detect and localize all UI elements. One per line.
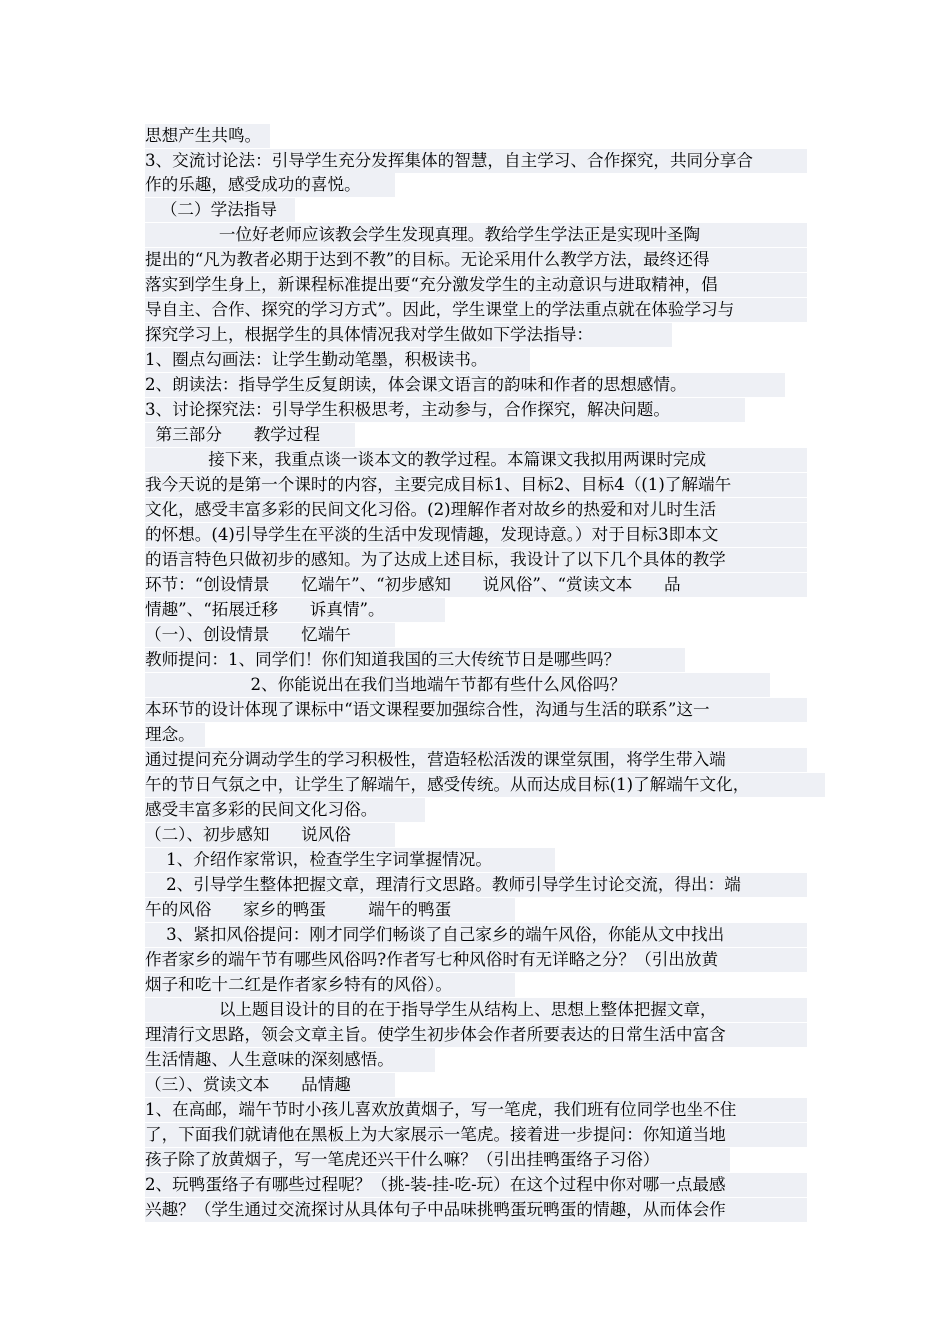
text-line-content: 1、圈点勾画法：让学生勤动笔墨，积极读书。 [145, 348, 530, 372]
text-line [145, 1098, 807, 1122]
text-line [145, 873, 807, 897]
text-line-content: 我今天说的是第一个课时的内容，主要完成目标1、目标2、目标4（(1)了解端午 [145, 473, 807, 497]
text-line-content: 孩子除了放黄烟子，写一笔虎还兴干什么嘛？（引出挂鸭蛋络子习俗） [145, 1148, 730, 1172]
text-line-content: 教师提问：1、同学们！你们知道我国的三大传统节日是哪些吗？ [145, 648, 685, 672]
text-line-content: 的怀想。(4)引导学生在平淡的生活中发现情趣，发现诗意。）对于目标3即本文 [145, 523, 807, 547]
text-line-content: 第三部分 教学过程 [145, 423, 355, 447]
text-line-content: （二）、初步感知 说风俗 [145, 823, 395, 847]
text-line [145, 1148, 730, 1172]
text-line [145, 773, 825, 797]
text-line [145, 348, 530, 372]
text-line [145, 923, 807, 947]
text-line-content: 1、在高邮，端午节时小孩儿喜欢放黄烟子，写一笔虎，我们班有位同学也坐不住 [145, 1098, 807, 1122]
text-line-content: 2、你能说出在我们当地端午节都有些什么风俗吗？ [145, 673, 770, 697]
text-line [145, 1048, 435, 1072]
text-line [145, 298, 807, 322]
text-line [145, 973, 515, 997]
text-line [145, 673, 770, 697]
text-line [145, 1198, 807, 1222]
text-line-content: 通过提问充分调动学生的学习积极性，营造轻松活泼的课堂氛围，将学生带入端 [145, 748, 807, 772]
text-line [145, 898, 515, 922]
text-line [145, 273, 807, 297]
text-line-content: 兴趣？（学生通过交流探讨从具体句子中品味挑鸭蛋玩鸭蛋的情趣，从而体会作 [145, 1198, 807, 1222]
text-line-content: 3、讨论探究法：引导学生积极思考，主动参与，合作探究，解决问题。 [145, 398, 745, 422]
text-line-content: 情趣”、“拓展迁移 诉真情”。 [145, 598, 445, 622]
text-line-content: 环节：“创设情景 忆端午”、“初步感知 说风俗”、“赏读文本 品 [145, 573, 807, 597]
text-line-content: 文化，感受丰富多彩的民间文化习俗。(2)理解作者对故乡的热爱和对儿时生活 [145, 498, 807, 522]
text-line-content: 探究学习上，根据学生的具体情况我对学生做如下学法指导： [145, 323, 672, 347]
text-line-content: （一）、创设情景 忆端午 [145, 623, 395, 647]
text-line-content: 接下来，我重点谈一谈本文的教学过程。本篇课文我拟用两课时完成 [145, 448, 807, 472]
text-line [145, 173, 395, 197]
text-line-content: 理念。 [145, 723, 205, 747]
text-line-content: 感受丰富多彩的民间文化习俗。 [145, 798, 425, 822]
text-line [145, 523, 807, 547]
text-line-content: 落实到学生身上，新课程标准提出要“充分激发学生的主动意识与进取精神，倡 [145, 273, 807, 297]
text-line [145, 223, 807, 247]
text-line-content: 提出的“凡为教者必期于达到不教”的目标。无论采用什么教学方法，最终还得 [145, 248, 807, 272]
text-line-content: 作者家乡的端午节有哪些风俗吗?作者写七种风俗时有无详略之分？（引出放黄 [145, 948, 807, 972]
text-line [145, 1173, 807, 1197]
text-line [145, 798, 425, 822]
text-line-content: 作的乐趣，感受成功的喜悦。 [145, 173, 395, 197]
text-line-content: 1、介绍作家常识，检查学生字词掌握情况。 [145, 848, 555, 872]
text-line-content: 以上题目设计的目的在于指导学生从结构上、思想上整体把握文章， [145, 998, 807, 1022]
text-line [145, 823, 395, 847]
text-line-content: 2、玩鸭蛋络子有哪些过程呢？（挑-装-挂-吃-玩）在这个过程中你对哪一点最感 [145, 1173, 807, 1197]
text-line [145, 748, 807, 772]
text-line [145, 323, 672, 347]
text-line [145, 124, 270, 148]
text-line [145, 648, 685, 672]
text-line-content: 2、朗读法：指导学生反复朗读，体会课文语言的韵味和作者的思想感情。 [145, 373, 785, 397]
text-line [145, 373, 785, 397]
text-line [145, 723, 205, 747]
text-line [145, 149, 807, 173]
text-line-content: 理清行文思路，领会文章主旨。使学生初步体会作者所要表达的日常生活中富含 [145, 1023, 807, 1047]
text-line-content: 一位好老师应该教会学生发现真理。教给学生学法正是实现叶圣陶 [145, 223, 807, 247]
text-line-content: 导自主、合作、探究的学习方式”。因此，学生课堂上的学法重点就在体验学习与 [145, 298, 807, 322]
text-line [145, 423, 355, 447]
text-line [145, 198, 295, 222]
text-line-content: （三）、赏读文本 品情趣 [145, 1073, 395, 1097]
text-line-content: 3、紧扣风俗提问：刚才同学们畅谈了自己家乡的端午风俗，你能从文中找出 [145, 923, 807, 947]
text-line-content: 生活情趣、人生意味的深刻感悟。 [145, 1048, 435, 1072]
text-line [145, 448, 807, 472]
text-line [145, 548, 807, 572]
text-line [145, 848, 555, 872]
text-line [145, 248, 807, 272]
text-line-content: 思想产生共鸣。 [145, 124, 270, 148]
text-line-content: 3、交流讨论法：引导学生充分发挥集体的智慧，自主学习、合作探究，共同分享合 [145, 149, 807, 173]
text-line-content: 午的节日气氛之中，让学生了解端午，感受传统。从而达成目标(1)了解端午文化， [145, 773, 825, 797]
text-line [145, 998, 807, 1022]
text-line [145, 598, 445, 622]
text-line [145, 1073, 395, 1097]
text-line [145, 398, 745, 422]
text-line [145, 498, 807, 522]
text-line-content: 烟子和吃十二红是作者家乡特有的风俗）。 [145, 973, 515, 997]
text-line [145, 698, 807, 722]
text-line [145, 1023, 807, 1047]
text-line [145, 573, 807, 597]
text-line [145, 1123, 807, 1147]
text-line [145, 473, 807, 497]
text-line [145, 948, 807, 972]
text-line-content: 的语言特色只做初步的感知。为了达成上述目标，我设计了以下几个具体的教学 [145, 548, 807, 572]
text-line-content: 了，下面我们就请他在黑板上为大家展示一笔虎。接着进一步提问：你知道当地 [145, 1123, 807, 1147]
text-line-content: 2、引导学生整体把握文章，理清行文思路。教师引导学生讨论交流，得出：端 [145, 873, 807, 897]
text-line-content: 午的风俗 家乡的鸭蛋 端午的鸭蛋 [145, 898, 515, 922]
text-line-content: 本环节的设计体现了课标中“语文课程要加强综合性，沟通与生活的联系”这一 [145, 698, 807, 722]
text-line-content: （二）学法指导 [145, 198, 295, 222]
text-line [145, 623, 395, 647]
